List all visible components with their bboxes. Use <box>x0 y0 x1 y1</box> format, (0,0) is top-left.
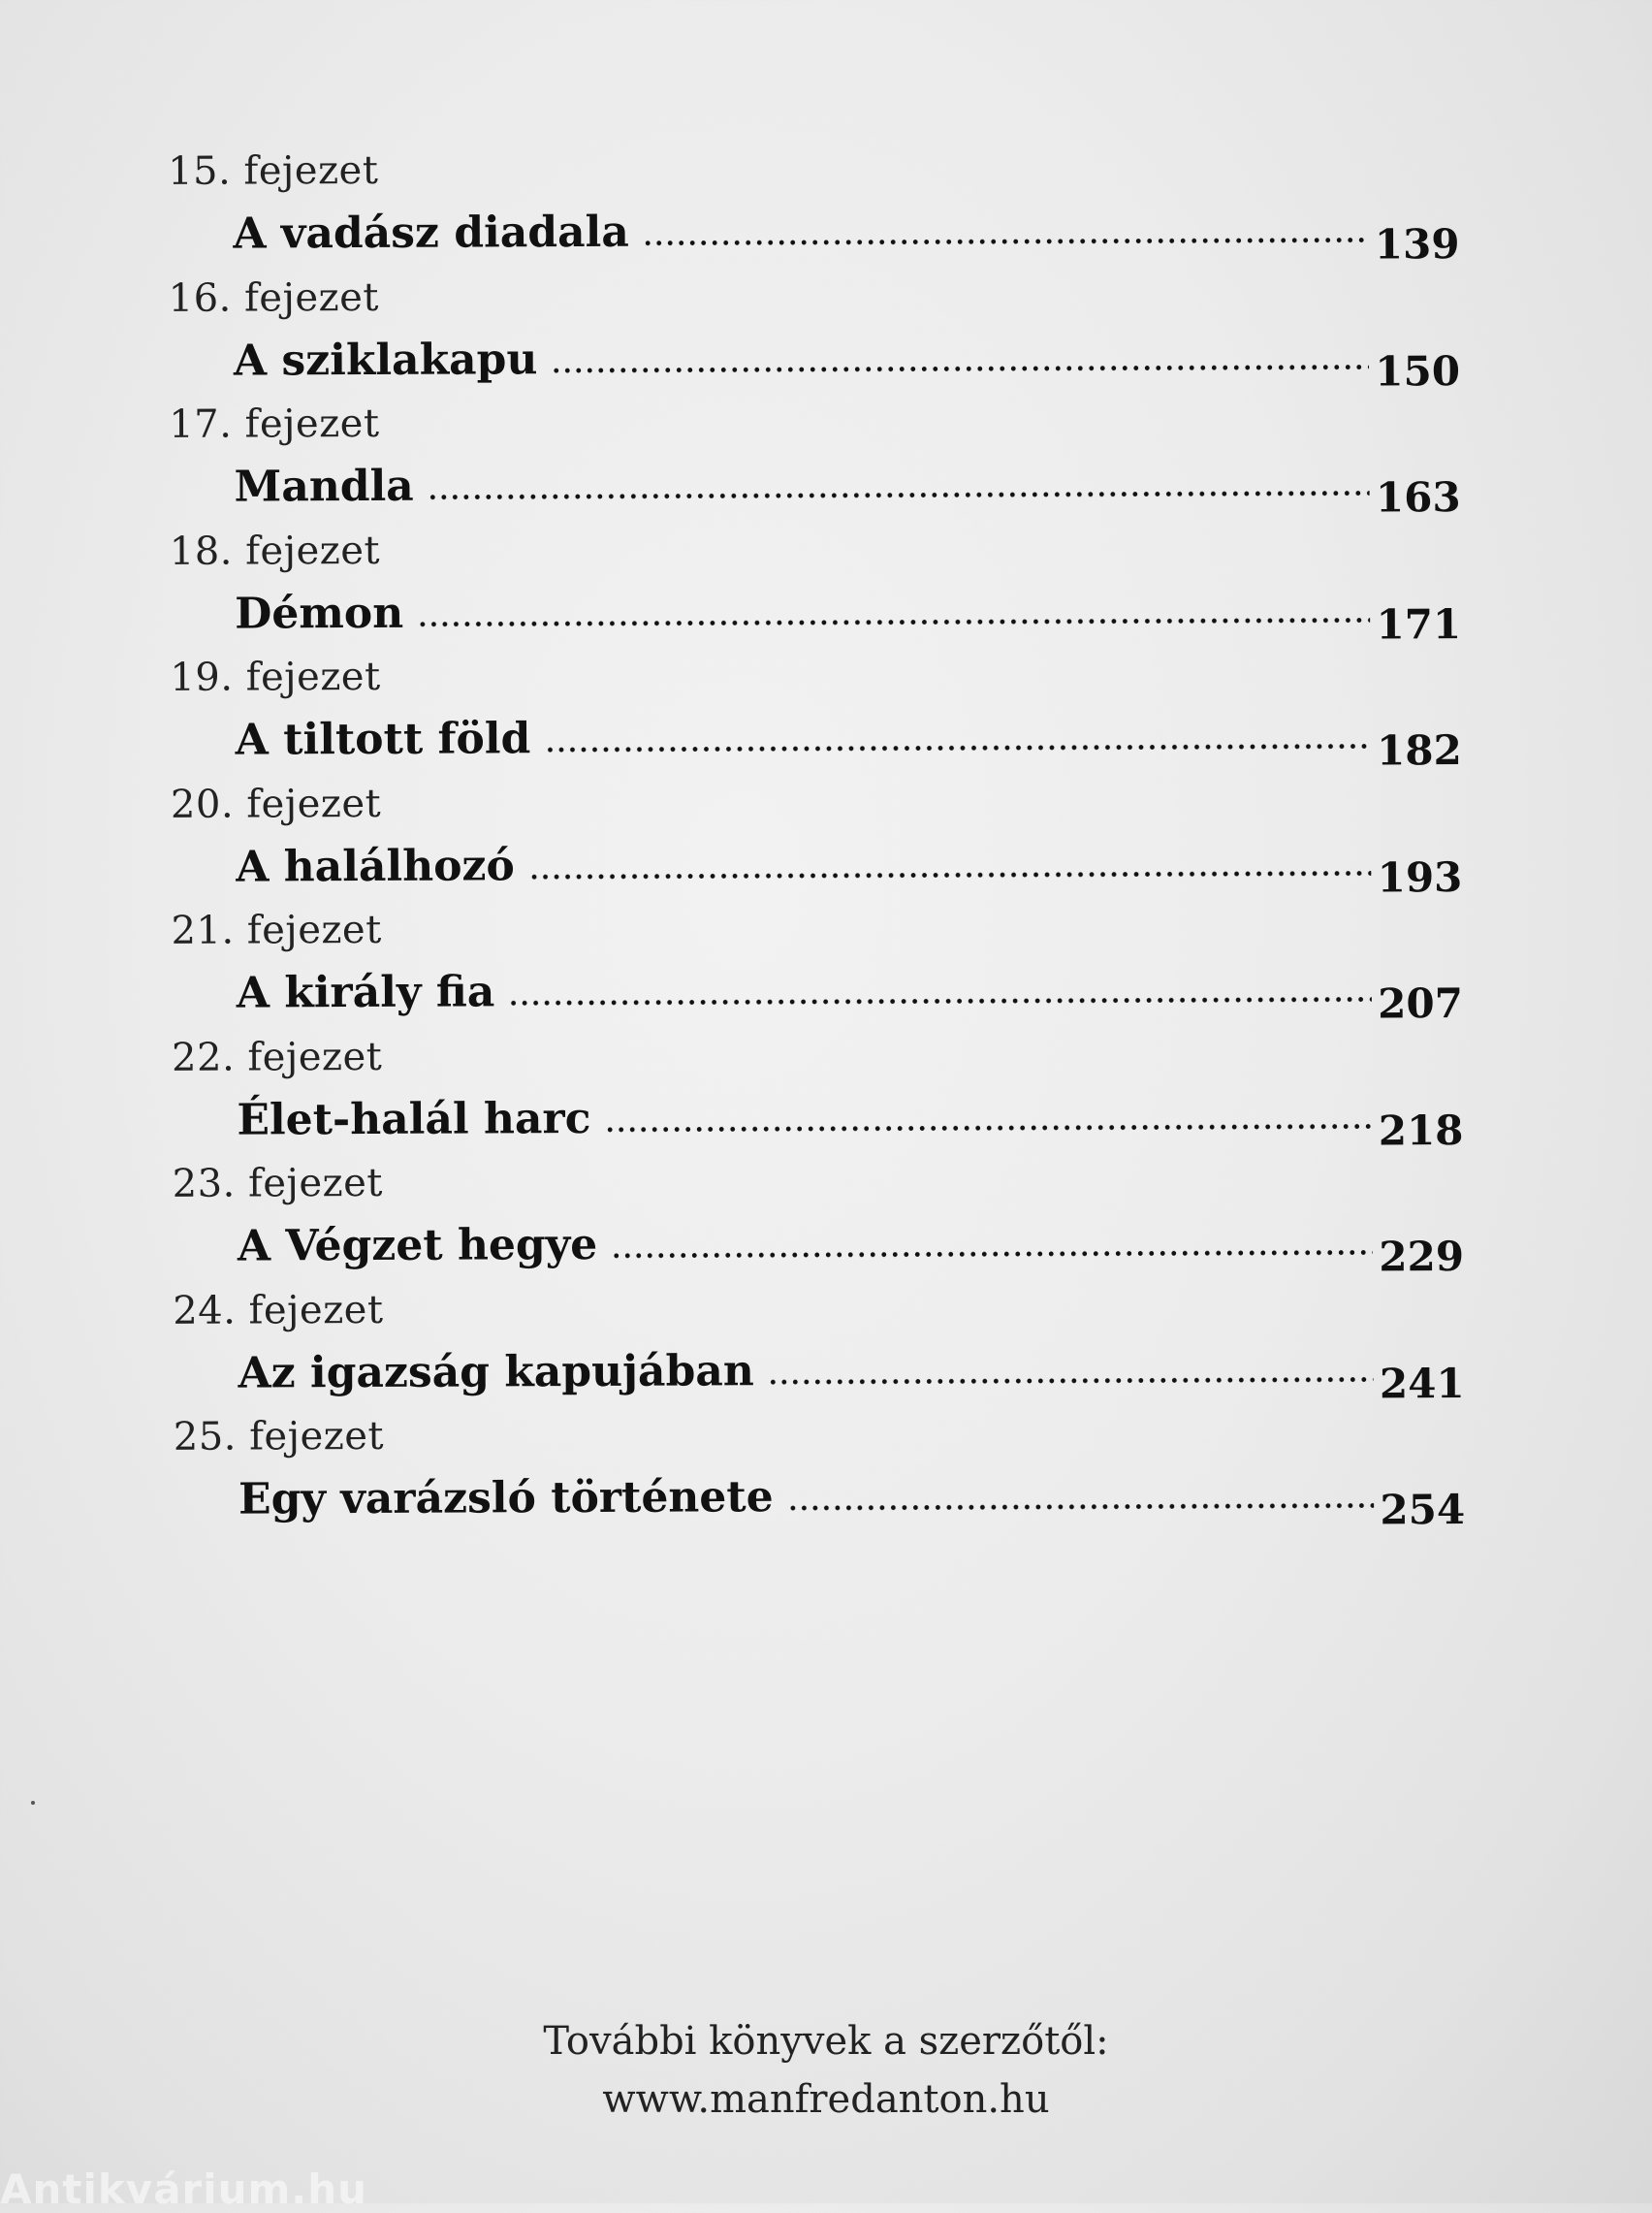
page-number: 193 <box>1377 852 1463 901</box>
chapter-number: 20. fejezet <box>170 781 382 827</box>
chapter-number: 22. fejezet <box>172 1034 383 1080</box>
page-number: 218 <box>1378 1106 1464 1154</box>
footer-line: További könyvek a szerzőtől: <box>543 2019 1109 2064</box>
toc-title-line <box>236 837 1463 901</box>
dot-leader <box>544 743 1371 753</box>
toc-entry <box>143 516 1462 648</box>
chapter-title: Démon <box>235 588 404 639</box>
toc-title-line <box>238 1343 1465 1407</box>
chapter-number: 23. fejezet <box>172 1160 383 1206</box>
chapter-title: Mandla <box>234 461 414 512</box>
page-number: 207 <box>1378 979 1463 1028</box>
page-number: 150 <box>1375 346 1461 395</box>
table-of-contents <box>141 136 1465 1533</box>
author-website-link[interactable]: www.manfredanton.hu <box>602 2077 1050 2122</box>
toc-title-line <box>238 1469 1466 1534</box>
page-number: 163 <box>1375 473 1461 522</box>
toc-title-line <box>235 584 1462 648</box>
chapter-number: 15. fejezet <box>168 147 379 194</box>
dot-leader <box>551 364 1369 373</box>
toc-title-line <box>237 1090 1464 1154</box>
toc-entry <box>141 136 1460 268</box>
toc-title-line <box>236 963 1463 1028</box>
toc-title-line <box>233 331 1461 395</box>
chapter-title: A Végzet hegye <box>237 1219 598 1271</box>
chapter-number: 18. fejezet <box>169 528 381 574</box>
page-number: 139 <box>1374 220 1460 269</box>
page-number: 171 <box>1376 599 1462 648</box>
dot-leader <box>417 617 1370 626</box>
toc-entry <box>143 769 1463 901</box>
chapter-title: A tiltott föld <box>235 714 531 765</box>
toc-entry <box>142 263 1461 395</box>
chapter-number: 16. fejezet <box>168 274 380 321</box>
toc-title-line <box>234 457 1461 522</box>
toc-title-line <box>233 204 1460 269</box>
toc-entry <box>146 1401 1466 1533</box>
chapter-title: Az igazság kapujában <box>238 1345 754 1398</box>
toc-entry <box>145 1148 1465 1280</box>
chapter-title: Egy varázsló története <box>238 1472 774 1524</box>
toc-entry <box>143 895 1463 1027</box>
dot-leader <box>508 996 1372 1006</box>
dot-leader <box>611 1249 1373 1258</box>
chapter-title: A halálhozó <box>236 840 515 892</box>
toc-title-line <box>237 1216 1465 1281</box>
dot-leader <box>643 237 1369 245</box>
chapter-title: A vadász diadala <box>233 207 629 259</box>
page-number: 182 <box>1376 726 1462 775</box>
paper-speck <box>31 1801 35 1805</box>
dot-leader <box>787 1502 1375 1511</box>
watermark: Antikvárium.hu <box>0 2165 368 2213</box>
page-number: 241 <box>1379 1359 1465 1407</box>
chapter-number: 24. fejezet <box>173 1287 384 1333</box>
toc-entry <box>142 389 1461 521</box>
toc-entry <box>144 1022 1464 1154</box>
toc-title-line <box>235 710 1462 775</box>
dot-leader <box>428 490 1370 499</box>
chapter-number: 17. fejezet <box>169 401 380 447</box>
author-books-note <box>0 2012 1652 2129</box>
dot-leader <box>604 1123 1372 1132</box>
dot-leader <box>768 1376 1374 1385</box>
chapter-title: A király fia <box>236 967 495 1018</box>
chapter-title: Élet-halál harc <box>237 1093 591 1145</box>
toc-entry <box>143 642 1462 774</box>
page-number: 254 <box>1380 1486 1466 1534</box>
toc-entry <box>145 1275 1465 1407</box>
dot-leader <box>528 870 1372 880</box>
chapter-number: 25. fejezet <box>173 1413 385 1459</box>
chapter-title: A sziklakapu <box>233 334 538 386</box>
chapter-number: 21. fejezet <box>171 907 382 953</box>
page-number: 229 <box>1379 1233 1465 1281</box>
chapter-number: 19. fejezet <box>170 654 381 700</box>
